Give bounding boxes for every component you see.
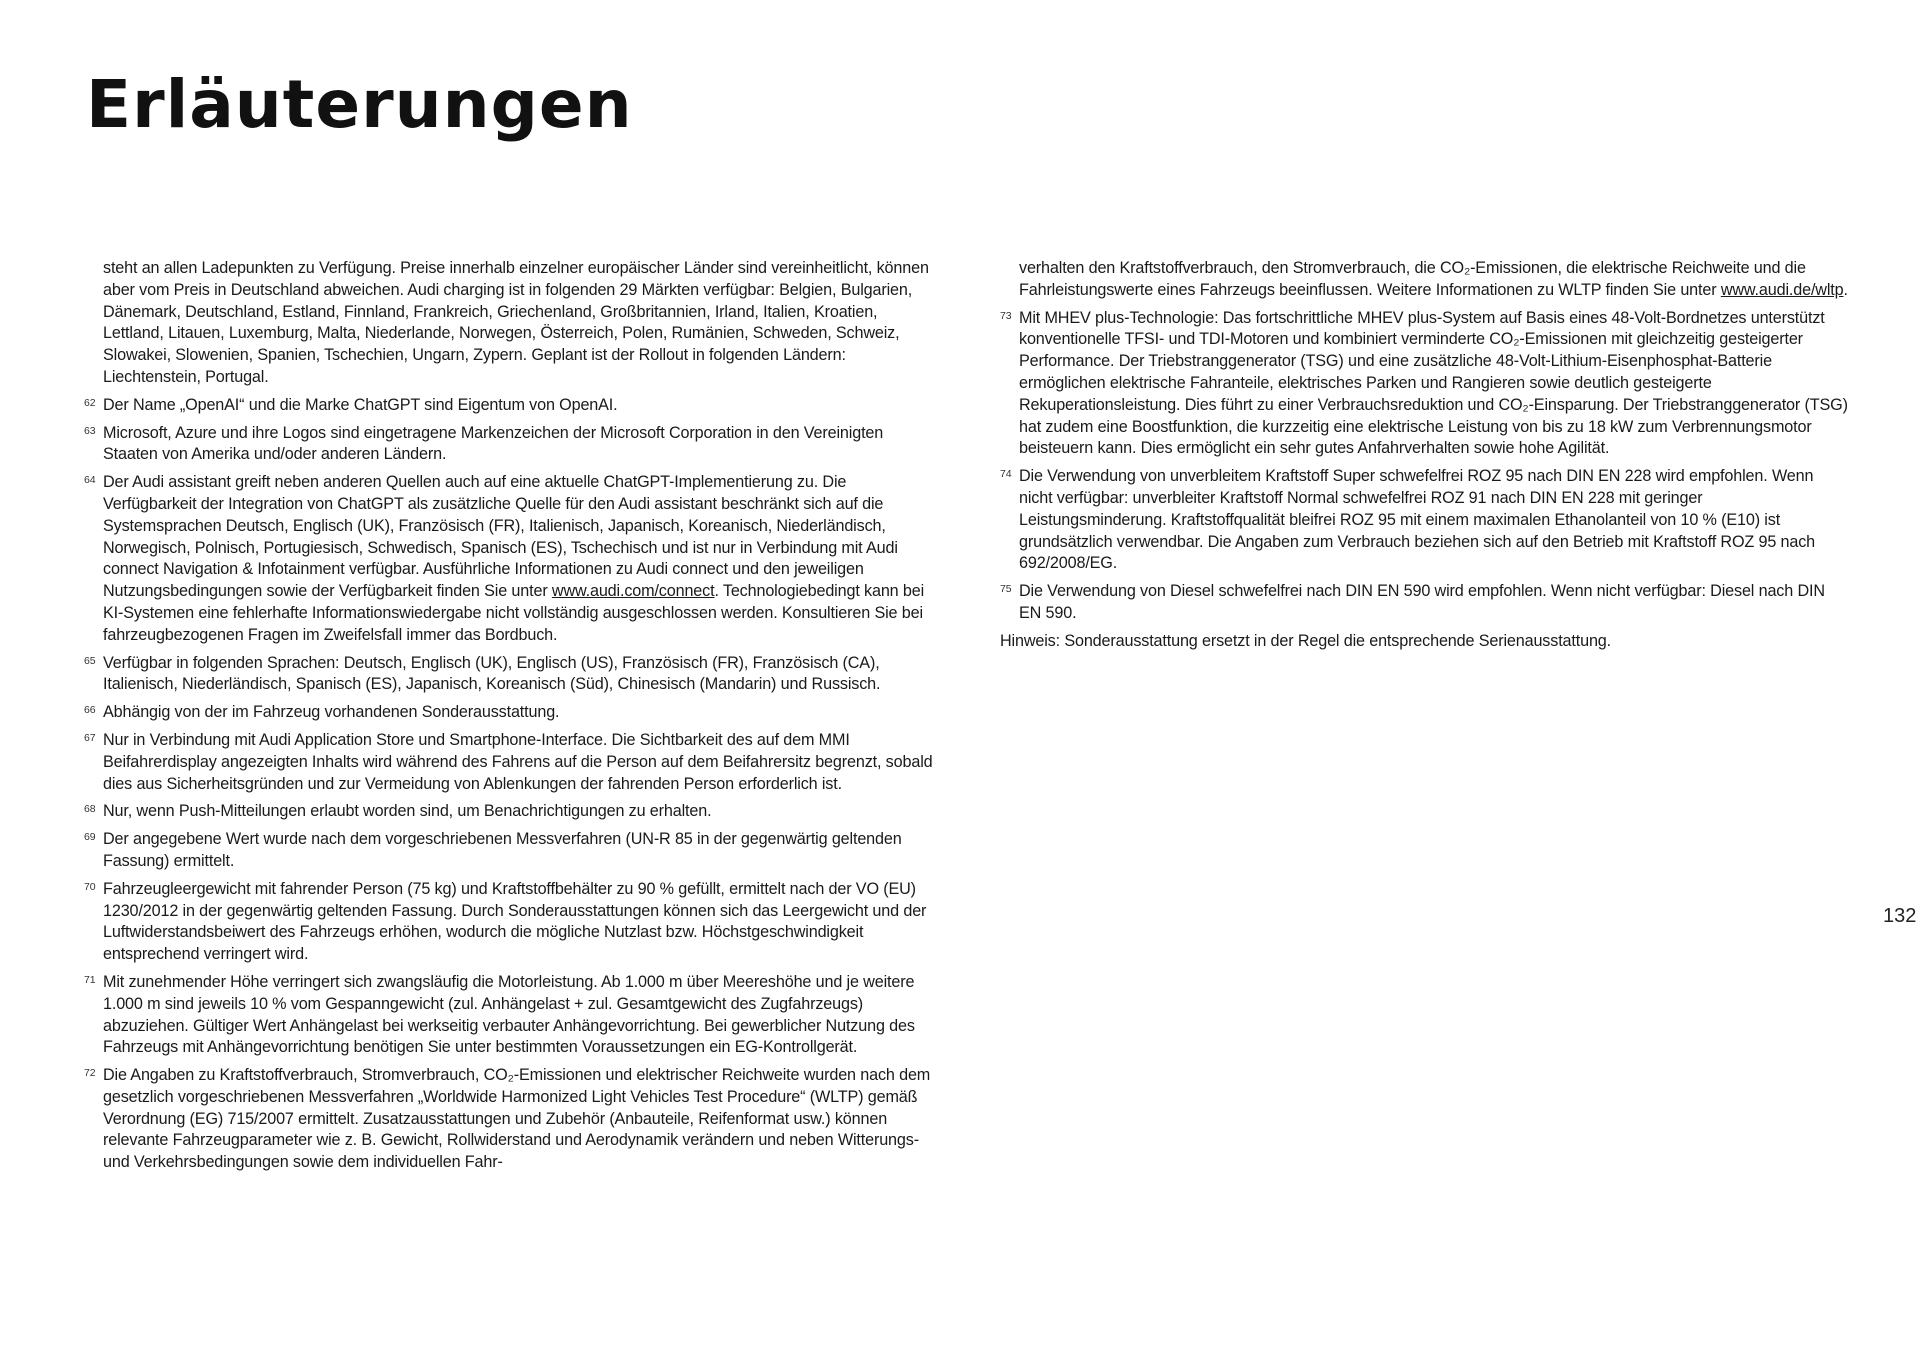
footnote-text: verhalten den Kraftstoffverbrauch, den Stromverbrauch, die CO₂-Emissionen, die elektrische Reichweite und die Fahrleistungswerte eines Fahrzeugs beeinflussen. Weitere Informationen zu WLTP finden Sie unter: [1019, 259, 1806, 299]
footnote-75: [1000, 581, 1850, 625]
footnote-text: Mit MHEV plus-Technologie: Das fortschrittliche MHEV plus-System auf Basis eines 48-Volt-Bordnetzes unterstützt konventionelle TFSI- und TDI-Motoren und kombiniert verminderte CO₂-Emissionen mit gleichzeitig gesteigerter Performance. Der Triebstranggenerator (TSG) und eine zusätzliche 48-Volt-Lithium-Eisenphosphat-Batterie ermöglichen elektrische Fahranteile, elektrisches Parken und Rangieren sowie deutlich gesteigerte Rekuperationsleistung. Dies führt zu einer Verbrauchsreduktion und CO₂-Einsparung. Der Triebstranggenerator (TSG) hat zudem eine Boostfunktion, die kurzzeitig eine elektrische Leistung von bis zu 18 kW zum Verbrennungsmotor beisteuern kann. Dies ermöglicht ein sehr gutes Anfahrverhalten sowie hohe Agilität.: [1019, 308, 1848, 458]
footnote-number: 72: [84, 1067, 96, 1080]
footnote-number: 68: [84, 803, 96, 816]
footnote-text: Die Verwendung von unverbleitem Kraftstoff Super schwefelfrei ROZ 95 nach DIN EN 228 wird empfohlen. Wenn nicht verfügbar: unverbleiter Kraftstoff Normal schwefelfrei ROZ 91 nach DIN EN 228 mit geringer Leistungsminderung. Kraftstoffqualität bleifrei ROZ 95 mit einem maximalen Ethanolanteil von 10 % (E10) ist grundsätzlich verwendbar. Die Angaben zum Verbrauch beziehen sich auf den Betrieb mit Kraftstoff ROZ 95 nach 692/2008/EG.: [1019, 467, 1816, 573]
footnote-64: [84, 472, 934, 646]
footnote-72: [84, 1065, 934, 1174]
footnotes-right-column: [1000, 258, 1850, 659]
footnote-continuation: [1000, 258, 1850, 302]
footnote-number: 73: [1000, 309, 1012, 322]
footnotes-left-column: [84, 258, 934, 1180]
footnote-69: [84, 829, 934, 873]
footnote-number: 70: [84, 880, 96, 893]
footnote-text: Microsoft, Azure und ihre Logos sind eingetragene Markenzeichen der Microsoft Corporation in den Vereinigten Staaten von Amerika und/oder anderen Ländern.: [103, 423, 884, 464]
footnote-text-end: .: [1843, 280, 1848, 299]
footnote-68: [84, 801, 934, 823]
footnote-number: 75: [1000, 583, 1012, 596]
footnote-number: 69: [84, 831, 96, 844]
footnote-continuation: [84, 258, 934, 389]
footnote-text: Die Verwendung von Diesel schwefelfrei nach DIN EN 590 wird empfohlen. Wenn nicht verfügbar: Diesel nach DIN EN 590.: [1019, 582, 1825, 622]
footnote-text: Nur in Verbindung mit Audi Application Store und Smartphone-Interface. Die Sichtbarkeit des auf dem MMI Beifahrerdisplay angezeigten Inhalts wird während des Fahrens auf die Person auf dem Beifahrersitz begrenzt, sobald dies aus Sicherheitsgründen und zur Vermeidung von Ablenkungen der fahrenden Person erforderlich ist.: [103, 730, 933, 793]
footnote-67: [84, 730, 934, 795]
footnote-number: 66: [84, 704, 96, 717]
footnote-number: 62: [84, 396, 96, 409]
footnote-text: Verfügbar in folgenden Sprachen: Deutsch, Englisch (UK), Englisch (US), Französisch (FR), Französisch (CA), Italienisch, Niederländisch, Spanisch (ES), Japanisch, Koreanisch (Süd), Chinesisch (Mandarin) und Russisch.: [103, 653, 881, 694]
footnote-text: Nur, wenn Push-Mitteilungen erlaubt worden sind, um Benachrichtigungen zu erhalten.: [103, 802, 712, 821]
footnote-number: 71: [84, 973, 96, 986]
footnote-63: [84, 423, 934, 467]
footnote-73: [1000, 308, 1850, 461]
page-number: 132: [1883, 905, 1917, 927]
footnote-text: Der angegebene Wert wurde nach dem vorgeschriebenen Messverfahren (UN-R 85 in der gegenwärtig geltenden Fassung) ermittelt.: [103, 830, 902, 870]
footnote-number: 63: [84, 424, 96, 437]
footnote-text: Der Audi assistant greift neben anderen Quellen auch auf eine aktuelle ChatGPT-Implementierung zu. Die Verfügbarkeit der Integration von ChatGPT als zusätzliche Quelle für den Audi assistant beschränkt sich auf die Systemsprachen Deutsch, Englisch (UK), Französisch (FR), Italienisch, Japanisch, Koreanisch, Niederländisch, Norwegisch, Polnisch, Portugiesisch, Schwedisch, Spanisch (ES), Tschechisch und ist nur in Verbindung mit Audi connect Navigation & Infotainment verfügbar. Ausführliche Informationen zu Audi connect und den jeweiligen Nutzungsbedingungen sowie der Verfügbarkeit finden Sie unter: [103, 473, 898, 601]
footnote-71: [84, 972, 934, 1059]
footnote-text: Abhängig von der im Fahrzeug vorhandenen Sonderausstattung.: [103, 703, 560, 722]
footnote-number: 65: [84, 654, 96, 667]
footnote-number: 67: [84, 731, 96, 744]
footnote-65: [84, 653, 934, 697]
footnote-text: steht an allen Ladepunkten zu Verfügung. Preise innerhalb einzelner europäischer Länder sind vereinheitlicht, können aber vom Preis in Deutschland abweichen. Audi charging ist in folgenden 29 Märkten verfügbar: Belgien, Bulgarien, Dänemark, Deutschland, Estland, Finnland, Frankreich, Griechenland, Großbritannien, Irland, Italien, Kroatien, Lettland, Litauen, Luxemburg, Malta, Niederlande, Norwegen, Österreich, Polen, Rumänien, Schweden, Schweiz, Slowakei, Slowenien, Spanien, Tschechien, Ungarn, Zypern. Geplant ist der Rollout in folgenden Ländern: Liechtenstein, Portugal.: [103, 259, 929, 386]
hint-text: Hinweis: Sonderausstattung ersetzt in der Regel die entsprechende Serienausstattung.: [1000, 631, 1611, 650]
footnote-text: Mit zunehmender Höhe verringert sich zwangsläufig die Motorleistung. Ab 1.000 m über Meereshöhe und je weitere 1.000 m sind jeweils 10 % vom Gespanngewicht (zul. Anhängelast + zul. Gesamtgewicht des Zugfahrzeugs) abzuziehen. Gültiger Wert Anhängelast bei werkseitig verbauter Anhängevorrichtung. Bei gewerblicher Nutzung des Fahrzeugs mit Anhängevorrichtung benötigen Sie unter bestimmten Voraussetzungen ein EG-Kontrollgerät.: [103, 972, 915, 1057]
footnote-number: 74: [1000, 468, 1012, 481]
footnote-66: [84, 702, 934, 724]
page-title: Erläuterungen: [86, 66, 633, 143]
connect-link[interactable]: www.audi.com/connect: [551, 582, 715, 601]
footnote-number: 64: [84, 474, 96, 487]
footnote-text-end: . Technologiebedingt kann bei KI-Systemen eine fehlerhafte Informationswiedergabe nicht vollständig ausgeschlossen werden. Konsultieren Sie bei fahrzeugbezogenen Fragen im Zweifelsfall immer das Bordbuch.: [103, 582, 925, 644]
footnote-text: Die Angaben zu Kraftstoffverbrauch, Stromverbrauch, CO₂-Emissionen und elektrischer Reichweite wurden nach dem gesetzlich vorgeschriebenen Messverfahren „Worldwide Harmonized Light Vehicles Test Procedure“ (WLTP) gemäß Verordnung (EG) 715/2007 ermittelt. Zusatzausstattungen und Zubehör (Anbauteile, Reifenformat usw.) können relevante Fahrzeugparameter wie z. B. Gewicht, Rollwiderstand und Aerodynamik verändern und neben Witterungs- und Verkehrsbedingungen sowie dem individuellen Fahr-: [103, 1066, 931, 1172]
footnote-62: [84, 395, 934, 417]
footnote-74: [1000, 466, 1850, 575]
wltp-link[interactable]: www.audi.de/wltp: [1720, 280, 1844, 299]
footnote-70: [84, 879, 934, 966]
footnote-text: Der Name „OpenAI“ und die Marke ChatGPT sind Eigentum von OpenAI.: [103, 395, 618, 414]
footnote-text: Fahrzeugleergewicht mit fahrender Person (75 kg) und Kraftstoffbehälter zu 90 % gefüllt, ermittelt nach der VO (EU) 1230/2012 in der gegenwärtig geltenden Fassung. Durch Sonderausstattungen können sich das Leergewicht und der Luftwiderstandsbeiwert des Fahrzeugs erhöhen, wodurch die mögliche Nutzlast bzw. Höchstgeschwindigkeit entsprechend verringert wird.: [103, 879, 927, 964]
